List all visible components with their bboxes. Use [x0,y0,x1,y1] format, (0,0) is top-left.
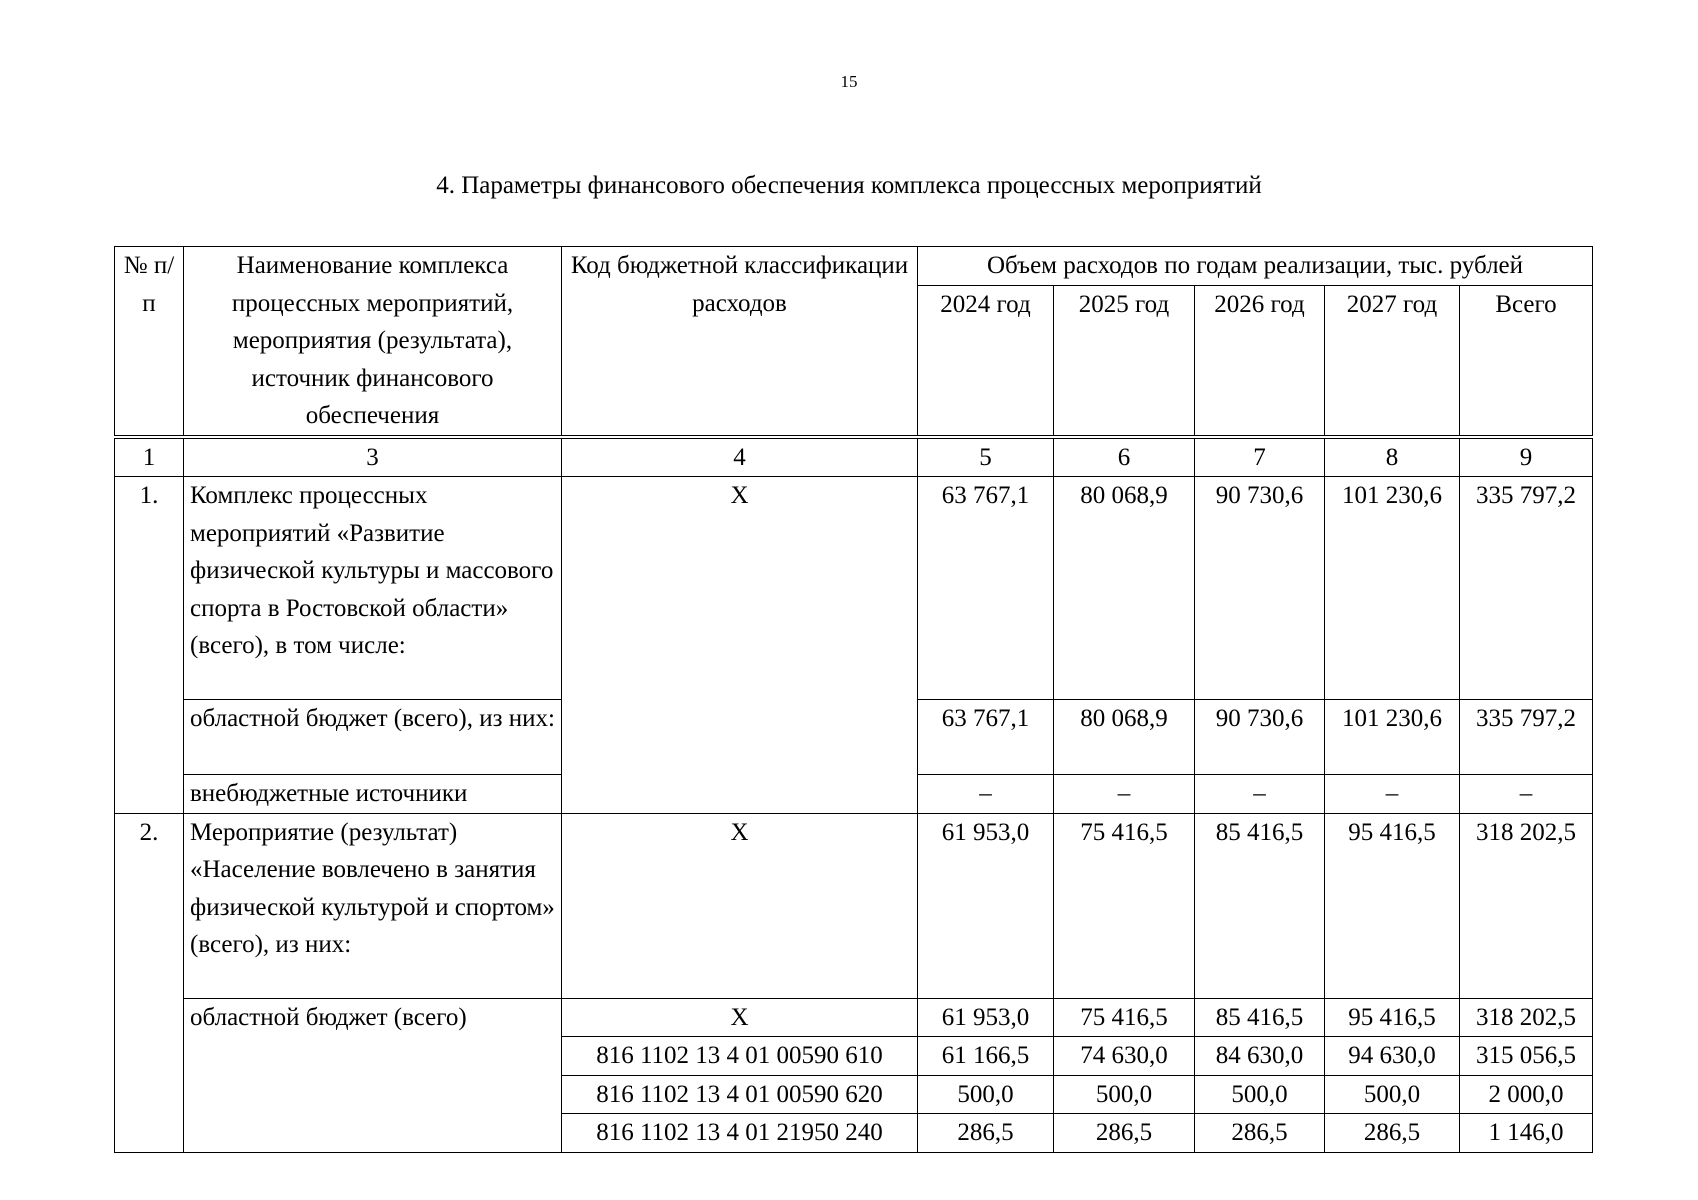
value-cell: 61 953,0 [918,998,1054,1037]
financing-table [114,246,1593,1153]
column-number: 9 [1460,437,1593,477]
header-year-2024: 2024 год [918,286,1054,437]
header-expenses: Объем расходов по годам реализации, тыс. рублей [918,247,1593,286]
value-cell: 500,0 [1054,1075,1195,1114]
document-title: 4. Параметры финансового обеспечения комплекса процессных мероприятий [436,172,1262,199]
value-cell: 85 416,5 [1195,813,1325,998]
value-cell: 101 230,6 [1325,700,1460,775]
value-cell: 335 797,2 [1460,700,1593,775]
value-cell: 500,0 [918,1075,1054,1114]
value-cell: 318 202,5 [1460,998,1593,1037]
value-cell: 75 416,5 [1054,998,1195,1037]
source-name: внебюджетные источники [184,775,562,814]
value-cell: – [1325,775,1460,814]
value-cell: 95 416,5 [1325,813,1460,998]
header-num: № п/п [115,247,184,437]
table-row [115,477,1593,700]
value-cell: 2 000,0 [1460,1075,1593,1114]
header-year-2027: 2027 год [1325,286,1460,437]
value-cell: 90 730,6 [1195,700,1325,775]
table-row [115,813,1593,998]
budget-code: X [562,813,918,998]
budget-code: 816 1102 13 4 01 00590 610 [562,1037,918,1076]
value-cell: 95 416,5 [1325,998,1460,1037]
column-number: 3 [184,437,562,477]
column-number: 7 [1195,437,1325,477]
value-cell: – [1460,775,1593,814]
value-cell: 74 630,0 [1054,1037,1195,1076]
value-cell: 1 146,0 [1460,1114,1593,1153]
value-cell: 286,5 [1195,1114,1325,1153]
column-number: 8 [1325,437,1460,477]
header-year-2026: 2026 год [1195,286,1325,437]
value-cell: 61 953,0 [918,813,1054,998]
value-cell: 286,5 [1054,1114,1195,1153]
header-code: Код бюджетной классификации расходов [562,247,918,437]
value-cell: 63 767,1 [918,477,1054,700]
value-cell: 500,0 [1195,1075,1325,1114]
column-number: 1 [115,437,184,477]
column-number: 4 [562,437,918,477]
budget-code: X [562,998,918,1037]
column-number: 5 [918,437,1054,477]
row-number: 1. [115,477,184,814]
value-cell: 80 068,9 [1054,477,1195,700]
value-cell: 61 166,5 [918,1037,1054,1076]
budget-code: 816 1102 13 4 01 00590 620 [562,1075,918,1114]
page-number: 15 [840,72,858,91]
value-cell: – [1054,775,1195,814]
column-numbers-row [115,437,1593,477]
value-cell: 63 767,1 [918,700,1054,775]
value-cell: 84 630,0 [1195,1037,1325,1076]
table-row [115,998,1593,1037]
value-cell: 315 056,5 [1460,1037,1593,1076]
row-title: Комплекс процессных мероприятий «Развитие физической культуры и массового спорта в Ростовской области» (всего), в том числе: [184,477,562,700]
value-cell: 335 797,2 [1460,477,1593,700]
table-header-row [115,247,1593,286]
budget-code: 816 1102 13 4 01 21950 240 [562,1114,918,1153]
row-title: Мероприятие (результат) «Население вовлечено в занятия физической культурой и спортом» (всего), из них: [184,813,562,998]
header-total: Всего [1460,286,1593,437]
source-name: областной бюджет (всего), из них: [184,700,562,775]
value-cell: 90 730,6 [1195,477,1325,700]
value-cell: 80 068,9 [1054,700,1195,775]
source-name: областной бюджет (всего) [184,998,562,1152]
value-cell: 85 416,5 [1195,998,1325,1037]
value-cell: 101 230,6 [1325,477,1460,700]
row-number: 2. [115,813,184,1152]
value-cell: 75 416,5 [1054,813,1195,998]
value-cell: 318 202,5 [1460,813,1593,998]
budget-code: X [562,477,918,814]
header-year-2025: 2025 год [1054,286,1195,437]
value-cell: – [918,775,1054,814]
header-name: Наименование комплекса процессных мероприятий, мероприятия (результата), источник финансового обеспечения [184,247,562,437]
value-cell: 286,5 [1325,1114,1460,1153]
value-cell: – [1195,775,1325,814]
value-cell: 286,5 [918,1114,1054,1153]
column-number: 6 [1054,437,1195,477]
value-cell: 500,0 [1325,1075,1460,1114]
value-cell: 94 630,0 [1325,1037,1460,1076]
